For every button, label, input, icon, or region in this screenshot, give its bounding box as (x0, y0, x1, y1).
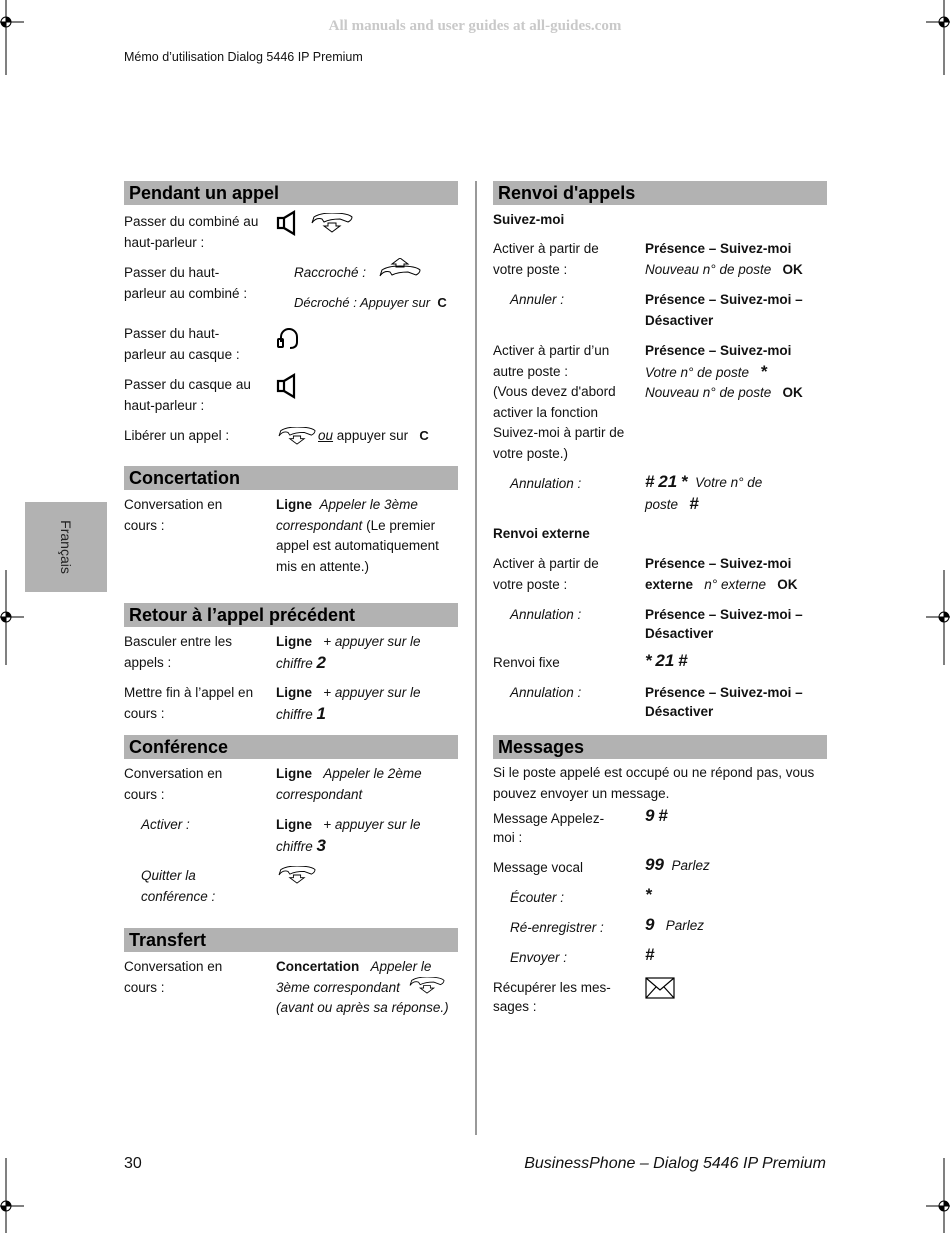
value-text: chiffre (276, 655, 313, 671)
watermark: All manuals and user guides at all-guides.com (328, 18, 622, 34)
registration-mark-top-right (920, 0, 950, 80)
row-label: Quitter la (141, 868, 196, 883)
section-title-conference: Conférence (124, 735, 458, 759)
ok-key: OK (782, 385, 803, 400)
row-label: parleur au combiné : (124, 285, 248, 301)
ok-key: OK (777, 576, 798, 592)
section-title-transfert: Transfert (124, 928, 458, 952)
handset-down-icon (407, 977, 447, 994)
row-label: Annuler : (510, 292, 565, 307)
section-title-messages: Messages (493, 735, 827, 759)
header-title: Mémo d’utilisation Dialog 5446 IP Premium (124, 50, 363, 64)
value-text: + appuyer sur le (323, 817, 421, 832)
row-suivez-moi-annulation (493, 474, 827, 522)
messages-intro (493, 763, 827, 809)
row-renvoi-fixe (493, 653, 827, 683)
value-text: Désactiver (645, 626, 714, 641)
value-text: Présence – Suivez-moi – (645, 292, 803, 307)
row-message-ecouter (493, 885, 827, 918)
digit-key: 21 (655, 651, 675, 670)
row-label: conférence : (141, 888, 216, 904)
ligne-key: Ligne (276, 766, 312, 781)
row-conference-start (124, 764, 458, 815)
value-text: externe (645, 576, 694, 592)
row-label: Ré-enregistrer : (510, 920, 604, 935)
value-text: Parlez (671, 858, 710, 873)
row-conference-activate (124, 815, 458, 866)
press-label: appuyer sur (336, 428, 409, 443)
star-key: * (680, 472, 688, 491)
digit-key: 3 (316, 835, 326, 855)
hash-key: # (689, 493, 699, 513)
hash-key: # (658, 806, 668, 825)
digit-key: 9 (645, 915, 655, 934)
value-text: chiffre (276, 706, 313, 722)
row-label: Libérer un appel : (124, 428, 230, 443)
left-column (124, 181, 458, 1027)
row-label: Suivez-moi à partir de (493, 425, 625, 440)
row-label: Message vocal (493, 860, 584, 875)
value-text: Appeler le 2ème (323, 766, 422, 781)
value-text: Présence – Suivez-moi (645, 556, 792, 571)
row-label: votre poste.) (493, 445, 569, 461)
c-key: C (419, 428, 429, 443)
star-key: * (645, 651, 652, 670)
row-label: cours : (124, 786, 165, 802)
row-label: cours : (124, 517, 165, 533)
speaker-icon (276, 210, 300, 236)
row-label: Passer du haut- (124, 326, 220, 341)
value-text: appel est automatiquement (276, 538, 439, 553)
row-label: cours : (124, 979, 165, 995)
row-label: Mettre fin à l’appel en (124, 685, 254, 700)
value-text: + appuyer sur le (323, 634, 421, 649)
row-label: Conversation en (124, 959, 223, 974)
headset-icon (276, 326, 302, 352)
raccroche-label: Raccroché : (294, 265, 367, 280)
row-label: Passer du casque au (124, 377, 251, 392)
c-key: C (437, 294, 447, 310)
row-label: Renvoi fixe (493, 655, 560, 670)
value-text: 3ème correspondant (276, 979, 400, 995)
row-speaker-to-headset (124, 324, 458, 375)
row-externe-annulation (493, 605, 827, 653)
row-toggle-calls (124, 632, 458, 683)
value-text: poste (645, 496, 679, 512)
row-label: votre poste : (493, 576, 568, 592)
value-text: mis en attente.) (276, 558, 370, 574)
row-label: moi : (493, 830, 523, 845)
value-text: Appeler le (370, 959, 432, 974)
intro-text: Si le poste appelé est occupé ou ne répond pas, vous (493, 765, 815, 780)
handset-down-icon (276, 866, 318, 884)
row-label: parleur au casque : (124, 346, 240, 362)
language-tab-label: Français (58, 520, 75, 574)
row-label: Annulation : (510, 476, 582, 491)
value-text: Votre n° de (695, 475, 763, 490)
row-label: Activer à partir d’un (493, 343, 610, 358)
value-text: Votre n° de poste (645, 364, 749, 380)
row-conference-quit (124, 866, 458, 928)
value-text: Présence – Suivez-moi – (645, 607, 803, 622)
hash-key: # (678, 651, 688, 670)
concertation-key: Concertation (276, 959, 360, 974)
row-label: votre poste : (493, 261, 568, 277)
value-text: chiffre (276, 838, 313, 854)
star-key: * (760, 361, 767, 381)
page-number: 30 (124, 1155, 142, 1172)
handset-up-icon (378, 258, 422, 280)
row-label: Récupérer les mes- (493, 980, 611, 995)
row-transfert (124, 957, 458, 1027)
row-externe-activate (493, 554, 827, 605)
registration-mark-bottom-left (0, 1158, 30, 1233)
row-label: haut-parleur : (124, 397, 205, 413)
row-message-vocal (493, 855, 827, 888)
value-text: Désactiver (645, 312, 714, 328)
row-combine-to-speaker (124, 212, 458, 263)
row-speaker-to-combine (124, 263, 458, 324)
registration-mark-top-left (0, 0, 30, 80)
row-message-appelez-moi (493, 806, 827, 858)
row-label: Envoyer : (510, 950, 568, 965)
value-text: Nouveau n° de poste (645, 261, 772, 277)
digit-key: 1 (316, 703, 326, 723)
row-label: cours : (124, 705, 165, 721)
row-label: Écouter : (510, 890, 565, 905)
ok-key: OK (782, 261, 803, 277)
row-message-re-enregistrer (493, 915, 827, 948)
subheading-renvoi-externe: Renvoi externe (493, 526, 590, 541)
row-label: Activer : (141, 817, 190, 832)
registration-mark-mid-right (920, 570, 950, 670)
row-label: Basculer entre les (124, 634, 233, 649)
value-text: n° externe (704, 576, 766, 592)
ligne-key: Ligne (276, 634, 312, 649)
value-text: Présence – Suivez-moi (645, 343, 792, 358)
speaker-icon (276, 373, 300, 399)
row-label: haut-parleur : (124, 234, 205, 250)
row-label: Passer du combiné au (124, 214, 259, 229)
value-text: Désactiver (645, 704, 714, 719)
ligne-key: Ligne (276, 685, 312, 700)
value-text: Appeler le 3ème (319, 497, 418, 512)
digit-key: 21 (658, 472, 678, 491)
row-label: (Vous devez d'abord (493, 384, 616, 399)
row-suivez-moi-activate (493, 239, 827, 290)
language-tab (25, 502, 107, 592)
row-end-call (124, 683, 458, 735)
row-release-call (124, 426, 458, 466)
row-label: activer la fonction (493, 404, 599, 420)
value-text: Nouveau n° de poste (645, 385, 772, 400)
row-label: autre poste : (493, 363, 569, 379)
value-text: (avant ou après sa réponse.) (276, 1000, 449, 1015)
value-text: Présence – Suivez-moi (645, 241, 792, 256)
intro-text: pouvez envoyer un message. (493, 785, 670, 801)
right-column (493, 181, 827, 1023)
digit-key: 9 (645, 806, 655, 825)
value-text: Présence – Suivez-moi – (645, 685, 803, 700)
row-suivez-moi-cancel (493, 290, 827, 341)
value-text: correspondant (276, 517, 363, 533)
digit-key: 2 (316, 652, 326, 672)
row-message-envoyer (493, 945, 827, 978)
column-divider (475, 181, 477, 1135)
hash-key: # (645, 945, 655, 964)
hash-key: # (645, 472, 655, 491)
row-message-recuperer (493, 978, 827, 1023)
value-text: (Le premier (366, 517, 436, 533)
value-text: Parlez (665, 918, 704, 933)
row-label: Annulation : (510, 607, 582, 622)
digit-key: 99 (645, 855, 664, 874)
row-label: Annulation : (510, 685, 582, 700)
row-headset-to-speaker (124, 375, 458, 426)
row-label: appels : (124, 654, 172, 670)
registration-mark-bottom-right (920, 1158, 950, 1233)
section-title-concertation: Concertation (124, 466, 458, 490)
decroche-label: Décroché : Appuyer sur (294, 294, 431, 310)
section-title-renvoi: Renvoi d'appels (493, 181, 827, 205)
or-label: ou (318, 428, 334, 443)
row-label: Activer à partir de (493, 556, 599, 571)
subheading-suivez-moi: Suivez-moi (493, 212, 565, 227)
envelope-icon (645, 977, 675, 999)
row-fixe-annulation (493, 683, 827, 735)
row-suivez-moi-other (493, 341, 827, 474)
row-label: sages : (493, 999, 537, 1014)
star-key: * (645, 885, 652, 904)
row-label: Activer à partir de (493, 241, 599, 256)
row-label: Conversation en (124, 766, 223, 781)
section-title-pendant-un-appel: Pendant un appel (124, 181, 458, 205)
row-label: Passer du haut- (124, 265, 220, 280)
value-text: + appuyer sur le (323, 685, 421, 700)
ligne-key: Ligne (276, 817, 312, 832)
handset-down-icon (310, 213, 354, 233)
value-text: correspondant (276, 786, 363, 802)
section-title-retour: Retour à l’appel précédent (124, 603, 458, 627)
ligne-key: Ligne (276, 497, 312, 512)
row-label: Conversation en (124, 497, 223, 512)
row-concertation (124, 495, 458, 603)
handset-down-icon (276, 427, 318, 445)
footer-title: BusinessPhone – Dialog 5446 IP Premium (524, 1155, 826, 1172)
row-label: Message Appelez- (493, 811, 605, 826)
